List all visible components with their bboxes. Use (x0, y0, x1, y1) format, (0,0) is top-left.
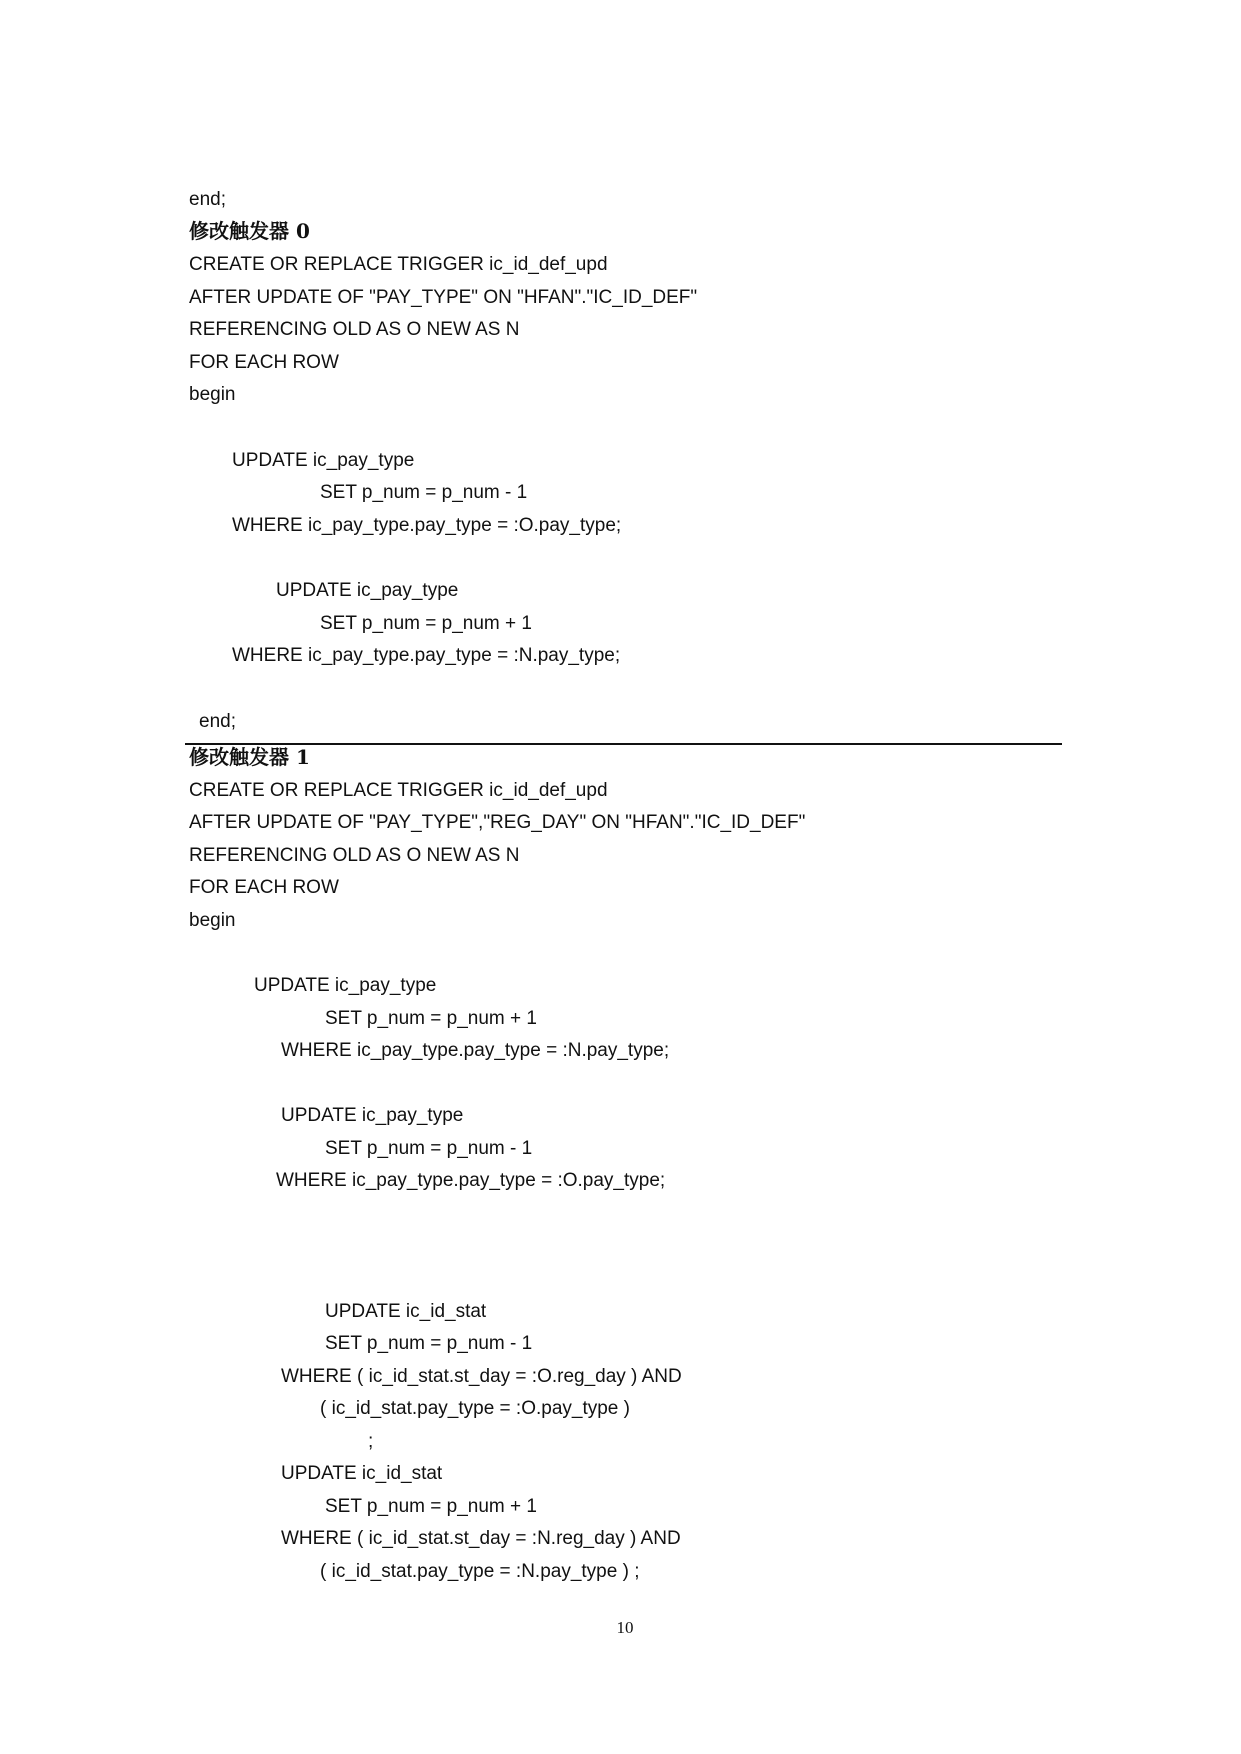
section-heading: 修改触发器 1 (189, 745, 310, 769)
code-line: WHERE ic_pay_type.pay_type = :O.pay_type; (232, 515, 622, 536)
code-line: FOR EACH ROW (189, 352, 339, 373)
code-line: WHERE ic_pay_type.pay_type = :O.pay_type; (276, 1170, 666, 1191)
code-line: UPDATE ic_id_stat (281, 1463, 443, 1484)
section-heading: 修改触发器 0 (189, 219, 310, 243)
code-line: WHERE ( ic_id_stat.st_day = :N.reg_day ) AND (281, 1528, 681, 1549)
section-divider (185, 743, 1062, 745)
code-line: ; (368, 1431, 374, 1452)
code-line: UPDATE ic_pay_type (232, 450, 415, 471)
code-line: SET p_num = p_num - 1 (325, 1333, 533, 1354)
code-line: end; (199, 711, 236, 732)
code-line: ( ic_id_stat.pay_type = :O.pay_type ) (320, 1398, 630, 1419)
code-line: ( ic_id_stat.pay_type = :N.pay_type ) ; (320, 1561, 640, 1582)
code-line: SET p_num = p_num - 1 (325, 1138, 533, 1159)
code-line: UPDATE ic_id_stat (325, 1301, 487, 1322)
code-line: REFERENCING OLD AS O NEW AS N (189, 319, 520, 340)
code-line: CREATE OR REPLACE TRIGGER ic_id_def_upd (189, 254, 608, 275)
code-line: AFTER UPDATE OF "PAY_TYPE" ON "HFAN"."IC_ID_DEF" (189, 287, 698, 308)
code-line: UPDATE ic_pay_type (254, 975, 437, 996)
code-line: UPDATE ic_pay_type (281, 1105, 464, 1126)
code-line: WHERE ( ic_id_stat.st_day = :O.reg_day ) AND (281, 1366, 682, 1387)
code-line: begin (189, 384, 236, 405)
code-line: end; (189, 189, 226, 210)
code-line: UPDATE ic_pay_type (276, 580, 459, 601)
code-line: FOR EACH ROW (189, 877, 339, 898)
code-line: AFTER UPDATE OF "PAY_TYPE","REG_DAY" ON "HFAN"."IC_ID_DEF" (189, 812, 806, 833)
code-line: SET p_num = p_num + 1 (320, 613, 532, 634)
code-line: begin (189, 910, 236, 931)
code-line: SET p_num = p_num + 1 (325, 1496, 537, 1517)
page-number: 10 (616, 1618, 634, 1637)
code-line: REFERENCING OLD AS O NEW AS N (189, 845, 520, 866)
code-line: SET p_num = p_num + 1 (325, 1008, 537, 1029)
code-line: WHERE ic_pay_type.pay_type = :N.pay_type; (281, 1040, 670, 1061)
code-line: CREATE OR REPLACE TRIGGER ic_id_def_upd (189, 780, 608, 801)
code-line: SET p_num = p_num - 1 (320, 482, 528, 503)
code-line: WHERE ic_pay_type.pay_type = :N.pay_type; (232, 645, 621, 666)
